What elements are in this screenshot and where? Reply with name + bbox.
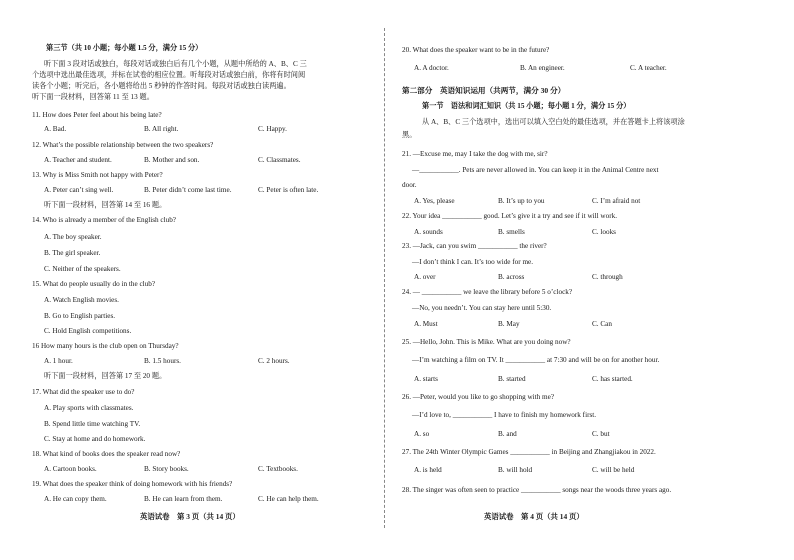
question-23: 23. —Jack, can you swim ___________ the river?	[402, 242, 547, 250]
option-c: C. Stay at home and do homework.	[44, 435, 146, 443]
option-a: A. Bad.	[44, 125, 67, 133]
option-c: C. Peter is often late.	[258, 186, 319, 194]
option-b: B. across	[498, 273, 525, 281]
instructions-line: 听下面 3 段对话或独白，每段对话或独白后有几个小题，从题中所给的 A、B、C 三	[44, 60, 307, 68]
question-18: 18. What kind of books does the speaker read now?	[32, 450, 181, 458]
option-c: C. but	[592, 430, 610, 438]
option-c: C. Hold English competitions.	[44, 327, 132, 335]
part-title: 第二部分 英语知识运用（共两节，满分 30 分）	[402, 86, 566, 95]
section-title: 第一节 语法和词汇知识（共 15 小题；每小题 1 分，满分 15 分）	[422, 102, 631, 110]
question-line: —I’m watching a film on TV. It ___________ at 7:30 and will be on for another hour.	[412, 356, 660, 364]
option-b: B. An engineer.	[520, 64, 565, 72]
option-a: A. 1 hour.	[44, 357, 73, 365]
option-b: B. Spend little time watching TV.	[44, 420, 141, 428]
option-b: B. Story books.	[144, 465, 189, 473]
option-a: A. A doctor.	[414, 64, 449, 72]
page-4-column	[402, 0, 768, 560]
passage-instruction: 听下面一段材料，回答第 14 至 16 题。	[44, 201, 167, 209]
question-line: —___________. Pets are never allowed in. You can keep it in the Animal Centre next	[412, 166, 659, 174]
question-line: door.	[402, 181, 417, 189]
option-a: A. over	[414, 273, 436, 281]
question-21: 21. —Excuse me, may I take the dog with me, sir?	[402, 150, 548, 158]
question-line: —No, you needn’t. You can stay here until 5:30.	[412, 304, 552, 312]
instructions-line: 黑。	[402, 131, 417, 139]
page-footer: 英语试卷 第 3 页（共 14 页）	[140, 512, 240, 521]
instructions-line: 从 A、B、C 三个选项中，选出可以填入空白处的最佳选项，并在答题卡上将该项涂	[422, 118, 685, 126]
option-c: C. Happy.	[258, 125, 287, 133]
question-11: 11. How does Peter feel about his being late?	[32, 111, 162, 119]
question-16: 16 How many hours is the club open on Thursday?	[32, 342, 179, 350]
option-b: B. Peter didn’t come last time.	[144, 186, 232, 194]
question-28: 28. The singer was often seen to practice ___________ songs near the woods three years ago.	[402, 486, 672, 494]
section-title: 第三节（共 10 小题；每小题 1.5 分，满分 15 分）	[46, 44, 203, 52]
option-a: A. starts	[414, 375, 438, 383]
question-22: 22. Your idea ___________ good. Let’s give it a try and see if it will work.	[402, 212, 617, 220]
question-14: 14. Who is already a member of the English club?	[32, 216, 176, 224]
option-b: B. The girl speaker.	[44, 249, 101, 257]
passage-instruction: 听下面一段材料，回答第 17 至 20 题。	[44, 372, 167, 380]
question-19: 19. What does the speaker think of doing homework with his friends?	[32, 480, 233, 488]
option-b: B. Go to English parties.	[44, 312, 116, 320]
option-a: A. Peter can’t sing well.	[44, 186, 114, 194]
option-c: C. Can	[592, 320, 612, 328]
page-divider	[384, 28, 385, 528]
option-a: A. Play sports with classmates.	[44, 404, 134, 412]
option-c: C. A teacher.	[630, 64, 667, 72]
option-c: C. Textbooks.	[258, 465, 298, 473]
option-b: B. 1.5 hours.	[144, 357, 181, 365]
option-c: C. I’m afraid not	[592, 197, 641, 205]
question-27: 27. The 24th Winter Olympic Games ___________ in Beijing and Zhangjiakou in 2022.	[402, 448, 656, 456]
option-a: A. He can copy them.	[44, 495, 107, 503]
option-a: A. Teacher and student.	[44, 156, 112, 164]
option-a: A. Yes, please	[414, 197, 455, 205]
option-c: C. 2 hours.	[258, 357, 290, 365]
question-12: 12. What’s the possible relationship between the two speakers?	[32, 141, 214, 149]
option-b: B. It’s up to you	[498, 197, 545, 205]
option-c: C. He can help them.	[258, 495, 319, 503]
question-26: 26. —Peter, would you like to go shopping with me?	[402, 393, 555, 401]
option-c: C. has started.	[592, 375, 633, 383]
option-c: C. looks	[592, 228, 616, 236]
option-a: A. Cartoon books.	[44, 465, 97, 473]
question-17: 17. What did the speaker use to do?	[32, 388, 135, 396]
option-b: B. May	[498, 320, 520, 328]
option-b: B. Mother and son.	[144, 156, 200, 164]
option-b: B. smells	[498, 228, 525, 236]
option-c: C. will be held	[592, 466, 635, 474]
question-24: 24. — ___________ we leave the library before 5 o’clock?	[402, 288, 573, 296]
option-a: A. Watch English movies.	[44, 296, 119, 304]
option-b: B. started	[498, 375, 526, 383]
question-line: —I don’t think I can. It’s too wide for me.	[412, 258, 534, 266]
passage-instruction: 听下面一段材料，回答第 11 至 13 题。	[32, 93, 154, 101]
instructions-line: 个选项中选出最佳选项，并标在试卷的相应位置。听每段对话或独白前，你将有时间阅	[32, 71, 306, 79]
question-line: —I’d love to, ___________ I have to finish my homework first.	[412, 411, 597, 419]
option-b: B. All right.	[144, 125, 179, 133]
option-a: A. sounds	[414, 228, 443, 236]
option-a: A. Must	[414, 320, 438, 328]
page-3-column	[28, 0, 376, 560]
option-b: B. He can learn from them.	[144, 495, 223, 503]
option-a: A. so	[414, 430, 430, 438]
option-a: A. is held	[414, 466, 442, 474]
option-b: B. will hold	[498, 466, 533, 474]
option-c: C. Classmates.	[258, 156, 301, 164]
question-15: 15. What do people usually do in the club?	[32, 280, 156, 288]
question-20: 20. What does the speaker want to be in the future?	[402, 46, 550, 54]
option-c: C. Neither of the speakers.	[44, 265, 121, 273]
question-25: 25. —Hello, John. This is Mike. What are you doing now?	[402, 338, 571, 346]
instructions-line: 读各个小题；听完后，各小题将给出 5 秒钟的作答时间。每段对话或独白读两遍。	[32, 82, 291, 90]
option-a: A. The boy speaker.	[44, 233, 102, 241]
question-13: 13. Why is Miss Smith not happy with Peter?	[32, 171, 163, 179]
option-c: C. through	[592, 273, 623, 281]
page-footer: 英语试卷 第 4 页（共 14 页）	[484, 512, 584, 521]
option-b: B. and	[498, 430, 517, 438]
